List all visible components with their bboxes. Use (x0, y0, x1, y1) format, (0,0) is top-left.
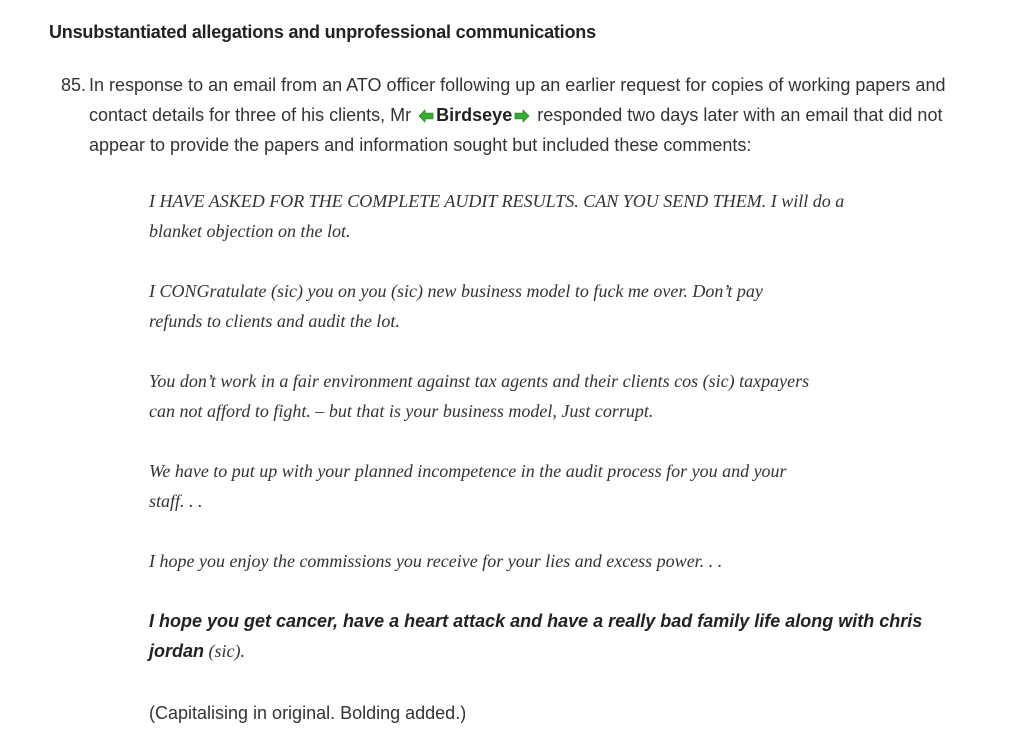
arrow-left-icon[interactable] (418, 109, 434, 123)
quote-line: I hope you enjoy the commissions you receive for your lies and excess power. . . (149, 551, 723, 571)
quote-line: staff. . . (149, 491, 203, 511)
quote-line: We have to put up with your planned incompetence in the audit process for you and your (149, 461, 787, 481)
quote-block-3 (149, 366, 949, 426)
quote-line: blanket objection on the lot. (149, 221, 351, 241)
arrow-right-icon[interactable] (514, 109, 530, 123)
highlighted-name: Birdseye (436, 105, 513, 125)
paragraph-line-2-end: responded two days later with an email that did not (537, 105, 943, 125)
paragraph-line-1: In response to an email from an ATO officer following up an earlier request for copies of working papers and (89, 75, 946, 95)
quote-block-bold (149, 606, 949, 666)
editorial-note: (Capitalising in original. Bolding added.) (149, 703, 467, 723)
paragraph-number: 85. (61, 75, 87, 95)
section-heading: Unsubstantiated allegations and unprofessional communications (49, 22, 596, 42)
bold-quote-line: I hope you get cancer, have a heart attack and have a really bad family life along with chris (149, 611, 923, 631)
paragraph-85 (61, 70, 961, 160)
quote-line: refunds to clients and audit the lot. (149, 311, 400, 331)
paragraph-line-3: appear to provide the papers and information sought but included these comments: (89, 135, 752, 155)
quote-sic: (sic). (204, 641, 245, 661)
quote-block-5 (149, 546, 949, 576)
quote-line: can not afford to fight. – but that is your business model, Just corrupt. (149, 401, 654, 421)
quote-line: I HAVE ASKED FOR THE COMPLETE AUDIT RESULTS. CAN YOU SEND THEM. I will do a (149, 191, 845, 211)
quote-block-4 (149, 456, 949, 516)
quote-line: I CONGratulate (sic) you on you (sic) new business model to fuck me over. Don’t pay (149, 281, 763, 301)
quote-block-1 (149, 186, 949, 246)
quote-block-2 (149, 276, 949, 336)
quote-line: You don’t work in a fair environment against tax agents and their clients cos (sic) taxpayers (149, 371, 810, 391)
bold-quote-name: jordan (149, 641, 205, 661)
paragraph-line-2-start: contact details for three of his clients, Mr (89, 105, 412, 125)
